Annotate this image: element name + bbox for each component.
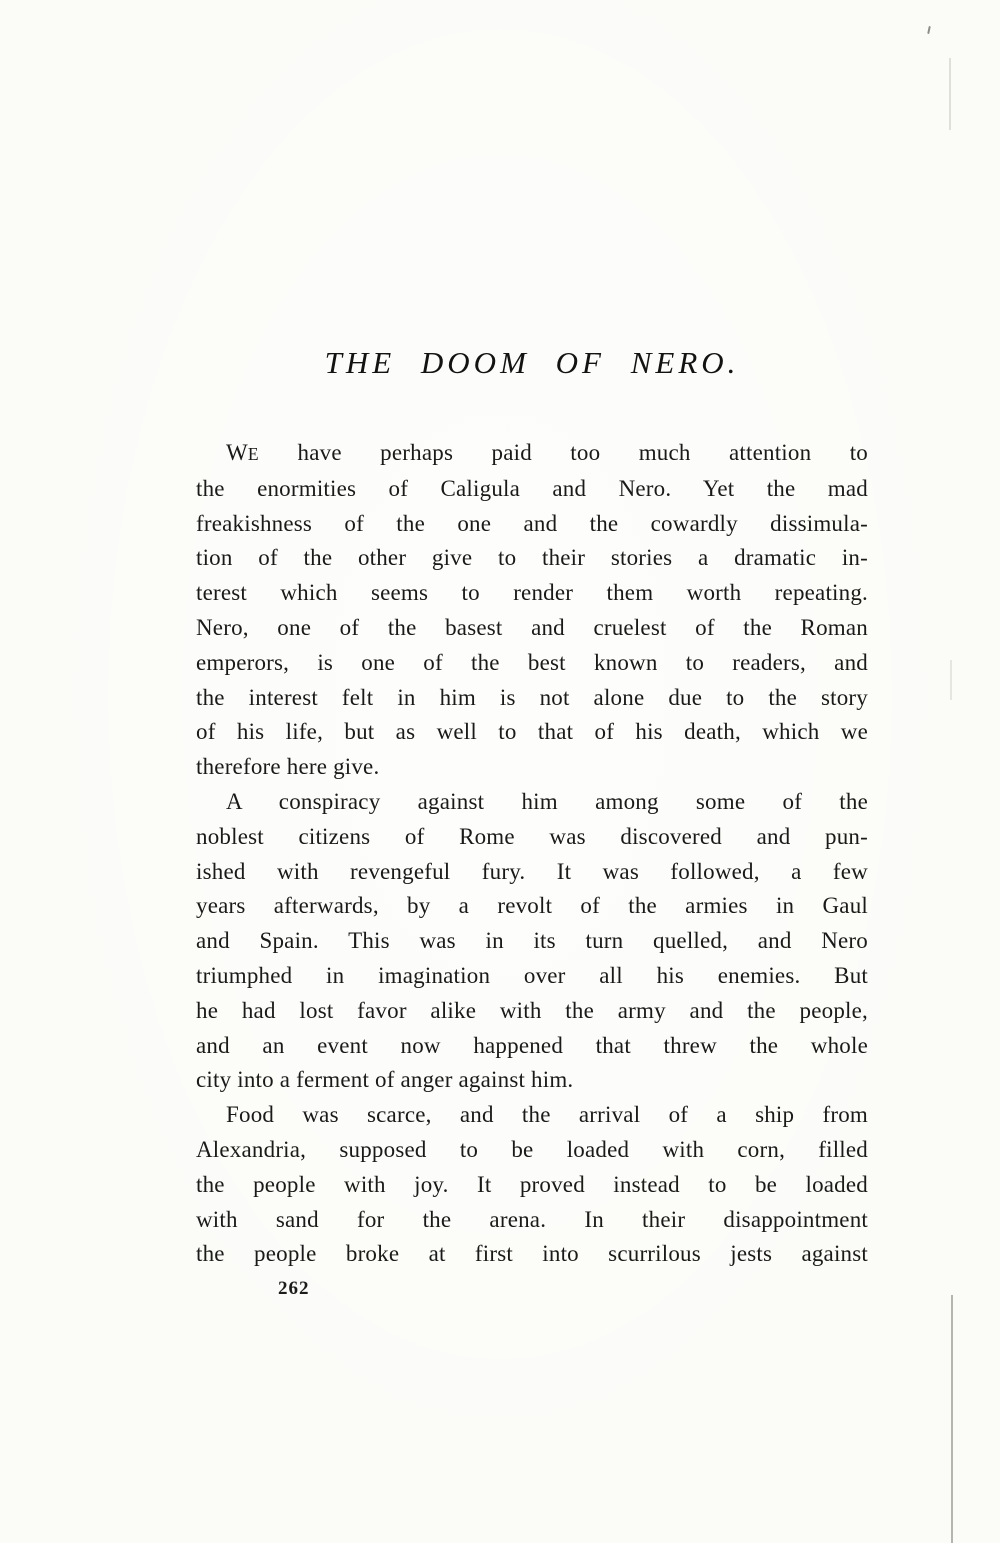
leadin-smallcap: E: [247, 444, 260, 464]
text-line: city into a ferment of anger against him.: [196, 1067, 574, 1093]
text-line: and Spain. This was in its turn quelled, and Nero: [196, 928, 868, 954]
text-line: the interest felt in him is not alone due to the story: [196, 684, 868, 710]
text-line: with sand for the arena. In their disappointment: [196, 1206, 868, 1232]
paragraph-3: [196, 1098, 868, 1272]
text-line: therefore here give.: [196, 754, 380, 780]
text-line: the people with joy. It proved instead to be loaded: [196, 1171, 868, 1197]
text-line: ished with revengeful fury. It was followed, a few: [196, 858, 868, 884]
text-line: terest which seems to render them worth repeating.: [196, 580, 868, 606]
paragraph-1: [196, 436, 868, 785]
text-line: emperors, is one of the best known to readers, and: [196, 649, 868, 675]
page-title: THE DOOM OF NERO.: [324, 345, 740, 380]
text-line: the people broke at first into scurrilous jests against: [196, 1241, 868, 1267]
leadin-capital: W: [226, 440, 248, 465]
text-line: years afterwards, by a revolt of the armies in Gaul: [196, 893, 868, 919]
text-line: triumphed in imagination over all his enemies. But: [196, 962, 868, 988]
text-line: and an event now happened that threw the whole: [196, 1032, 868, 1058]
text-line: the enormities of Caligula and Nero. Yet the mad: [196, 475, 868, 501]
page-number: 262: [278, 1278, 310, 1300]
page-edge-artifact-bottom: [951, 1295, 953, 1543]
text-line: Alexandria, supposed to be loaded with corn, filled: [196, 1136, 868, 1162]
page-edge-artifact-mid: [950, 660, 952, 700]
text-line: [196, 436, 868, 472]
page-edge-artifact-top: [949, 58, 951, 130]
text-line: freakishness of the one and the cowardly dissimula-: [196, 510, 868, 536]
text-block: [196, 344, 868, 1300]
text-line: Food was scarce, and the arrival of a ship from: [226, 1102, 868, 1128]
text-line: tion of the other give to their stories a dramatic in-: [196, 545, 868, 571]
text-line: of his life, but as well to that of his death, which we: [196, 719, 868, 745]
line-text: have perhaps paid too much attention to: [259, 440, 868, 465]
text-line: he had lost favor alike with the army and the people,: [196, 997, 868, 1023]
scan-speck-artifact: [927, 26, 931, 34]
text-line: A conspiracy against him among some of the: [226, 788, 868, 814]
paragraph-2: [196, 785, 868, 1098]
text-line: Nero, one of the basest and cruelest of the Roman: [196, 614, 868, 640]
text-line: noblest citizens of Rome was discovered and pun-: [196, 823, 868, 849]
